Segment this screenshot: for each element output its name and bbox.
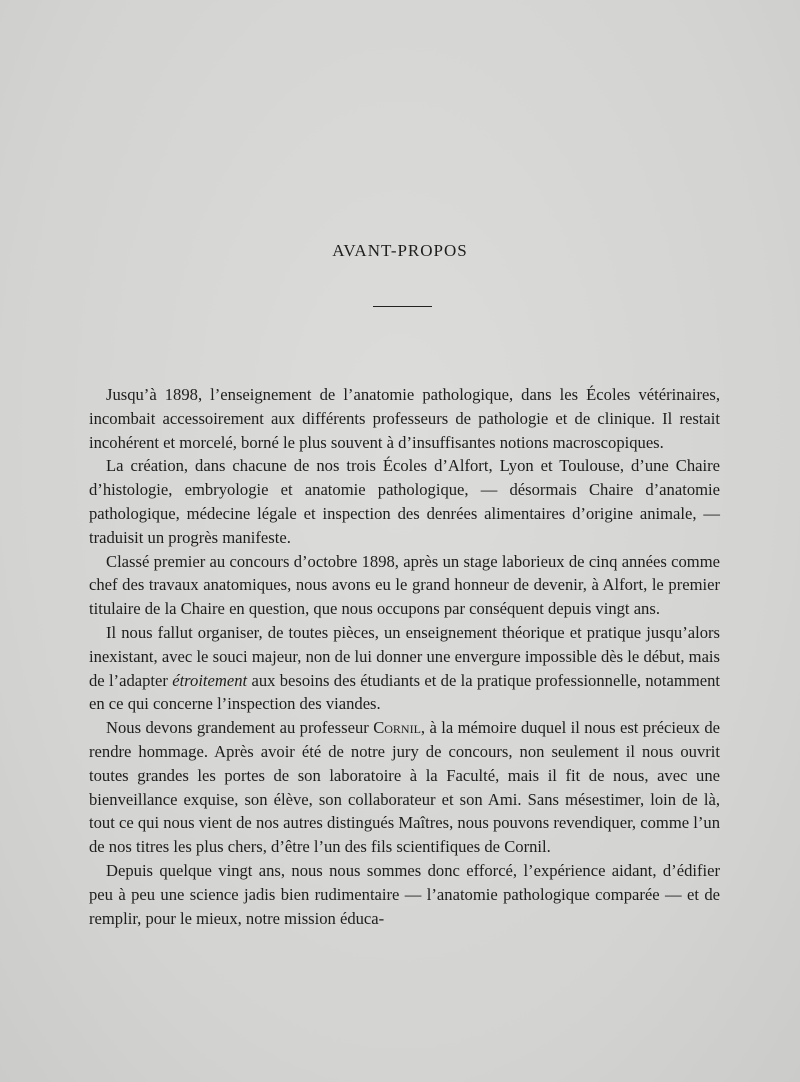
paragraph-5-name: Cornil xyxy=(373,718,421,738)
paragraph-1: Jusqu’à 1898, l’enseignement de l’anatomie pathologique, dans les Écoles vétérinaires, incombait accessoirement aux différents professeurs de pathologie et de clinique. Il restait incohérent et morcelé, borné le plus souvent à d’insuffisantes notions macroscopiques. xyxy=(89,385,720,452)
paragraph-4-text-before: Il nous fallut organiser, de toutes pièces, un enseignement théorique et pratique jusqu’alors inexistant, avec le souci majeur, non de lui donner une envergure impossible dès le début, mais de l’adapter xyxy=(89,622,720,690)
paragraph-3: Classé premier au concours d’octobre 1898, après un stage laborieux de cinq années comme chef des travaux anatomiques, nous avons eu le grand honneur de devenir, à Alfort, le premier titulaire de la Chaire en question, que nous occupons par conséquent depuis vingt ans. xyxy=(89,551,720,619)
paragraph-5-text-before: Nous devons grandement au professeur xyxy=(106,718,374,738)
paragraph-2: La création, dans chacune de nos trois Écoles d’Alfort, Lyon et Toulouse, d’une Chaire d’histologie, embryologie et anatomie pathologique, — désormais Chaire d’anatomie pathologique, médecine légale et inspection des denrées alimentaires d’origine animale, — traduisit un progrès manifeste. xyxy=(89,456,720,547)
title-divider xyxy=(373,306,432,307)
paragraph-5 xyxy=(89,716,720,859)
paragraph-6: Depuis quelque vingt ans, nous nous sommes donc efforcé, l’expérience aidant, d’édifier peu à peu une science jadis bien rudimentaire — l’anatomie pathologique comparée — et de remplir, pour le mieux, notre mission éduca- xyxy=(89,860,720,928)
paragraph-4 xyxy=(89,621,720,716)
paragraph-4-emphasis: étroitement xyxy=(172,670,248,690)
page-title: AVANT-PROPOS xyxy=(332,241,468,260)
paragraph-5-text-after: , à la mémoire duquel il nous est précieux de rendre hommage. Après avoir été de notre jury de concours, non seulement il nous ouvrit toutes grandes les portes de son laboratoire à la Faculté, mais il fit de nous, avec une bienveillance exquise, son élève, son collaborateur et son Ami. Sans mésestimer, loin de là, tout ce qui nous vient de nos autres distingués Maîtres, nous pouvons revendiquer, comme l’un de nos titres les plus chers, d’être l’un des fils scientifiques de Cornil. xyxy=(89,718,720,857)
body-text xyxy=(89,383,720,930)
paragraph-4-text-after: aux besoins des étudiants et de la pratique professionnelle, notamment en ce qui concerne l’inspection des viandes. xyxy=(89,670,720,714)
